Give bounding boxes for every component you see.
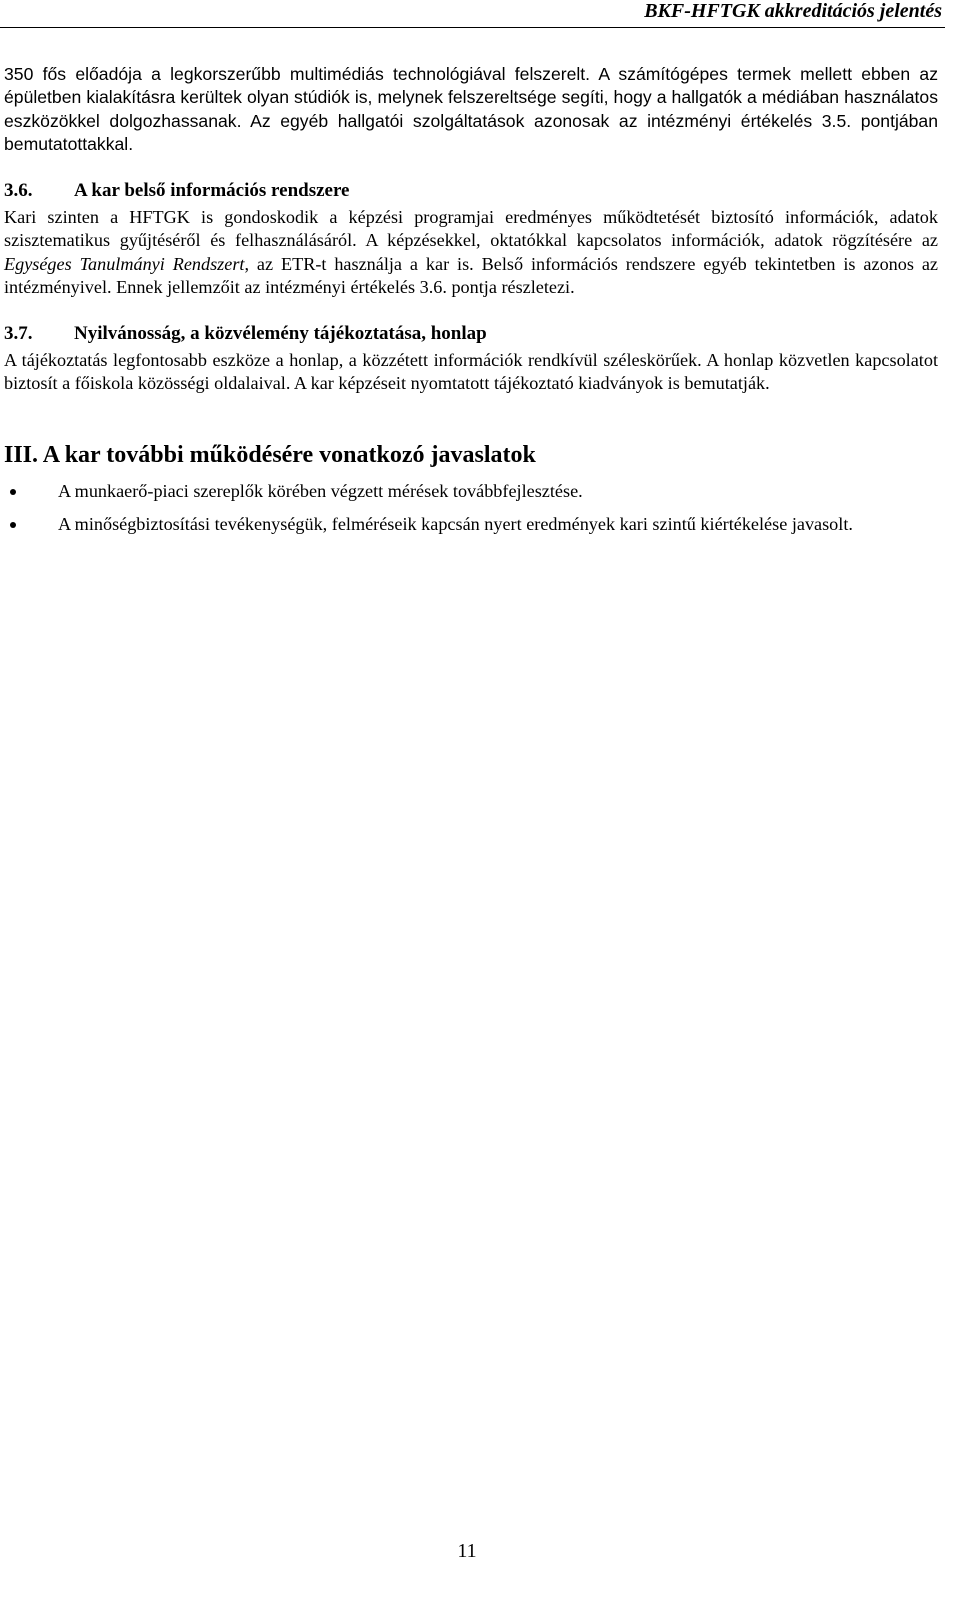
recommendations-list (4, 480, 938, 537)
list-item (4, 513, 938, 536)
section-3-6-text-part2: , az ETR-t használja a kar is. Belső információs rendszere egyéb tekintetben is azonos az intézményivel. Ennek jellemzőit az intézményi értékelés 3.6. pontja részletezi. (4, 253, 938, 298)
section-3-7-title: Nyilvánosság, a közvélemény tájékoztatása, honlap (74, 322, 487, 344)
section-III-heading: III. A kar további működésére vonatkozó javaslatok (4, 441, 536, 468)
running-header: BKF-HFTGK akkreditációs jelentés (644, 0, 942, 22)
list-item-text: A minőségbiztosítási tevékenységük, felméréseik kapcsán nyert eredmények kari szintű kiértékelése javasolt. (58, 514, 853, 535)
list-item-text: A munkaerő-piaci szereplők körében végzett mérések továbbfejlesztése. (58, 480, 583, 501)
section-3-6-paragraph (4, 206, 938, 300)
bullet-icon (10, 522, 16, 528)
header-rule (0, 27, 945, 28)
section-3-6-title: A kar belső információs rendszere (74, 179, 350, 201)
list-item (4, 480, 938, 503)
section-3-7-heading (4, 322, 938, 345)
bullet-icon (10, 489, 16, 495)
page-content (4, 63, 938, 537)
intro-paragraph: 350 fős előadója a legkorszerűbb multimédiás technológiával felszerelt. A számítógépes termek mellett ebben az épületben kialakításra kerültek olyan stúdiók is, melynek felszereltsége segíti, hogy a hallgatók a médiában használatos eszközökkel dolgozhassanak. Az egyéb hallgatói szolgáltatások azonosak az intézményi értékelés 3.5. pontjában bemutatottakkal. (4, 64, 938, 155)
page-number: 11 (457, 1540, 477, 1562)
section-3-6-text-italic: Egységes Tanulmányi Rendszert (4, 253, 245, 274)
section-3-7-number: 3.7. (4, 322, 33, 344)
section-3-6-heading (4, 179, 938, 202)
section-3-6-text-part1: Kari szinten a HFTGK is gondoskodik a képzési programjai eredményes működtetését biztosító információk, adatok szisztematikus gyűjtéséről és felhasználásáról. A képzésekkel, oktatókkal kapcsolatos információk, adatok rögzítésére az (4, 207, 938, 251)
section-3-6-number: 3.6. (4, 179, 33, 201)
section-3-7-paragraph: A tájékoztatás legfontosabb eszköze a honlap, a közzétett információk rendkívül széleskörűek. A honlap közvetlen kapcsolatot biztosít a főiskola közösségi oldalaival. A kar képzéseit nyomtatott tájékoztató kiadványok is bemutatják. (4, 350, 938, 394)
